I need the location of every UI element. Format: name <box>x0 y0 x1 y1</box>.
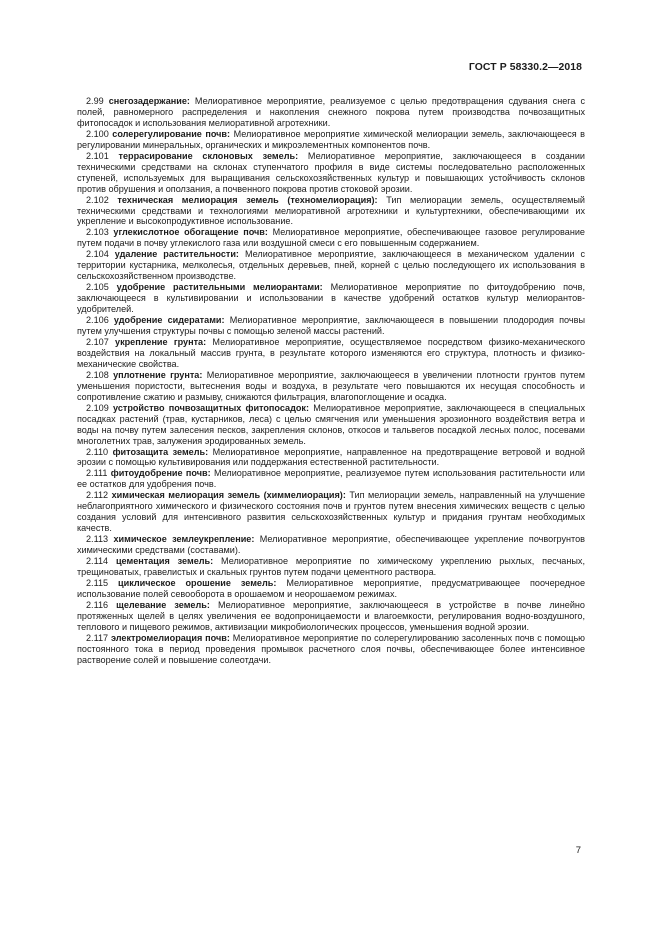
entry-term: удобрение сидератами: <box>113 315 225 326</box>
definition-entry <box>77 600 585 633</box>
definition-entry <box>77 370 585 403</box>
entry-term: террасирование склоновых земель: <box>118 150 299 161</box>
definition-entry <box>77 315 585 337</box>
entry-definition: Мелиоративное мероприятие, заключающееся в механическом удалении с территории кустарника, мелколесья, отдельных деревьев, пней, корней с целью последующего их использования в сельскохозяйственном производстве. <box>77 249 586 282</box>
definition-entry <box>77 337 585 370</box>
entry-term: щелевание земель: <box>116 599 210 610</box>
entry-definition: Мелиоративное мероприятие, реализуемое путем использования растительности или ее остатков для удобрения почв. <box>77 468 585 490</box>
entry-number: 2.105 <box>86 282 109 293</box>
entry-term: химическая мелиорация земель (химмелиорация): <box>111 490 346 501</box>
entry-number: 2.117 <box>86 632 109 643</box>
entry-definition: Мелиоративное мероприятие химической мелиорации земель, заключающееся в регулировании минеральных, органических и микроэлементных компонентов почв. <box>77 128 586 150</box>
entry-term: солерегулирование почв: <box>112 128 231 139</box>
entry-definition: Мелиоративное мероприятие, осуществляемое посредством физико-механического воздействия на локальный массив грунта, в результате которого изменяются его структура, плотность и физико-механические свойства. <box>77 336 586 369</box>
entry-definition: Мелиоративное мероприятие, заключающееся в повышении плодородия почвы путем улучшения структуры почвы с помощью зеленой массы растений. <box>77 315 585 337</box>
entry-definition: Мелиоративное мероприятие, заключающееся в устройстве в почве линейно протяженных щелей в целях увеличения ее водопроницаемости и влагоемкости, регулирования водно-воздушного, теплового и пищевого режимов, активизации микробиологических процессов, уменьшения водной эрозии. <box>77 599 585 632</box>
entry-term: электромелиорация почв: <box>110 632 230 643</box>
entry-number: 2.116 <box>86 599 109 610</box>
entry-number: 2.102 <box>86 194 109 205</box>
entry-term: цементация земель: <box>115 556 214 567</box>
entry-definition: Тип мелиорации земель, направленный на улучшение неблагоприятного химического и физического состояния почв и грунтов путем внесения химических веществ с целью создания условий для интенсивного развития сельскохозяйственных культур и придания грунтам необходимых качеств. <box>77 490 586 534</box>
entry-definition: Мелиоративное мероприятие, предусматривающее поочередное использование полей севооборота в орошаемом и неорошаемом режимах. <box>77 577 586 599</box>
entry-term: снегозадержание: <box>108 96 190 106</box>
entry-definition: Мелиоративное мероприятие, заключающееся в создании техническими средствами на склонах ступенчатого профиля в виде системы последовательно расположенных ступеней, используемых для выращивания сельскохозяйственных культур и повышающих устойчивость склонов против обрушения и оползания, а почвенного покрова против стоковой эрозии. <box>77 150 585 194</box>
definitions-list <box>77 96 585 666</box>
entry-number: 2.104 <box>86 249 109 260</box>
entry-number: 2.111 <box>86 468 108 479</box>
definition-entry <box>77 195 585 228</box>
entry-definition: Мелиоративное мероприятие, заключающееся в увеличении плотности грунтов путем уменьшения пористости, вытеснения воды и воздуха, в результате чего повышаются их несущая способность и сопротивление сжатию и размыву, снижаются фильтрация, влагопоглощение и осадка. <box>77 369 585 402</box>
entry-term: циклическое орошение земель: <box>118 577 277 588</box>
definition-entry <box>77 96 585 129</box>
definition-entry <box>77 129 585 151</box>
entry-number: 2.107 <box>86 336 109 347</box>
entry-term: химическое землеукрепление: <box>113 534 255 545</box>
entry-number: 2.115 <box>86 577 109 588</box>
definition-entry <box>77 534 585 556</box>
definition-entry <box>77 447 585 469</box>
entry-term: фитоудобрение почв: <box>110 468 211 479</box>
entry-number: 2.114 <box>86 556 109 567</box>
entry-definition: Мелиоративное мероприятие, обеспечивающее укрепление почвогрунтов химическими средствами (составами). <box>77 534 586 556</box>
entry-definition: Мелиоративное мероприятие по фитоудобрению почв, заключающееся в культивировании и использовании в качестве удобрений остатков культур мелиорантов-удобрителей. <box>77 282 585 315</box>
entry-definition: Мелиоративное мероприятие по химическому укреплению рыхлых, песчаных, трещиноватых, гравелистых и скальных грунтов путем подачи цементного раствора. <box>77 556 585 577</box>
entry-number: 2.110 <box>86 446 109 457</box>
document-header: ГОСТ Р 58330.2—2018 <box>468 62 582 73</box>
definition-entry <box>77 249 585 282</box>
entry-term: уплотнение грунта: <box>113 369 203 380</box>
entry-term: удобрение растительными мелиорантами: <box>116 282 323 293</box>
entry-number: 2.99 <box>86 96 104 106</box>
entry-number: 2.101 <box>86 150 109 161</box>
entry-definition: Мелиоративное мероприятие, заключающееся в специальных посадках растений (трав, кустарников, леса) с целью смягчения или уменьшения эрозионного воздействия ветра и воды на почву путем залесения песков, закрепления склонов, откосов и тальвегов посадкой лесных полос, посевами многолетних трав, залужения эродированных земель. <box>77 402 585 446</box>
entry-number: 2.100 <box>86 128 109 139</box>
definition-entry <box>77 282 585 315</box>
definition-entry <box>77 227 585 249</box>
entry-number: 2.103 <box>86 227 109 238</box>
entry-term: устройство почвозащитных фитопосадок: <box>112 402 309 413</box>
entry-definition: Мелиоративное мероприятие по солерегулированию засоленных почв с помощью постоянного тока в период проведения промывок расчетного слоя почвы, обеспечивающее более интенсивное растворение солей и повышение солеотдачи. <box>77 632 585 665</box>
entry-definition: Тип мелиорации земель, осуществляемый техническими средствами и технологиями мелиоративной агротехники и культуртехники, обеспечивающими их укрепление и высокопродуктивное использование. <box>77 194 586 227</box>
entry-term: фитозащита земель: <box>112 446 209 457</box>
definition-entry <box>77 633 585 666</box>
definition-entry <box>77 556 585 578</box>
definition-entry <box>77 151 585 195</box>
definition-entry <box>77 490 585 534</box>
definition-entry <box>77 403 585 447</box>
definition-entry <box>77 578 585 600</box>
entry-definition: Мелиоративное мероприятие, обеспечивающее газовое регулирование путем подачи в почву углекислого газа или воздушной смеси с его повышенным содержанием. <box>77 227 585 249</box>
entry-number: 2.109 <box>86 402 109 413</box>
entry-term: удаление растительности: <box>114 249 239 260</box>
entry-number: 2.108 <box>86 369 109 380</box>
entry-definition: Мелиоративное мероприятие, направленное на предотвращение ветровой и водной эрозии с помощью культивирования или поддержания естественной растительности. <box>77 446 586 468</box>
page-number: 7 <box>575 845 581 856</box>
entry-term: техническая мелиорация земель (техномелиорация): <box>117 194 378 205</box>
entry-number: 2.106 <box>86 315 109 326</box>
entry-definition: Мелиоративное мероприятие, реализуемое с целью предотвращения сдувания снега с полей, равномерного распределения и накопления снежного покрова путем производства почвозащитных фитопосадок и использования мелиоративной агротехники. <box>77 96 585 128</box>
definition-entry <box>77 468 585 490</box>
entry-number: 2.112 <box>86 490 109 501</box>
entry-number: 2.113 <box>86 534 109 545</box>
entry-term: укрепление грунта: <box>115 336 207 347</box>
entry-term: углекислотное обогащение почв: <box>113 227 268 238</box>
